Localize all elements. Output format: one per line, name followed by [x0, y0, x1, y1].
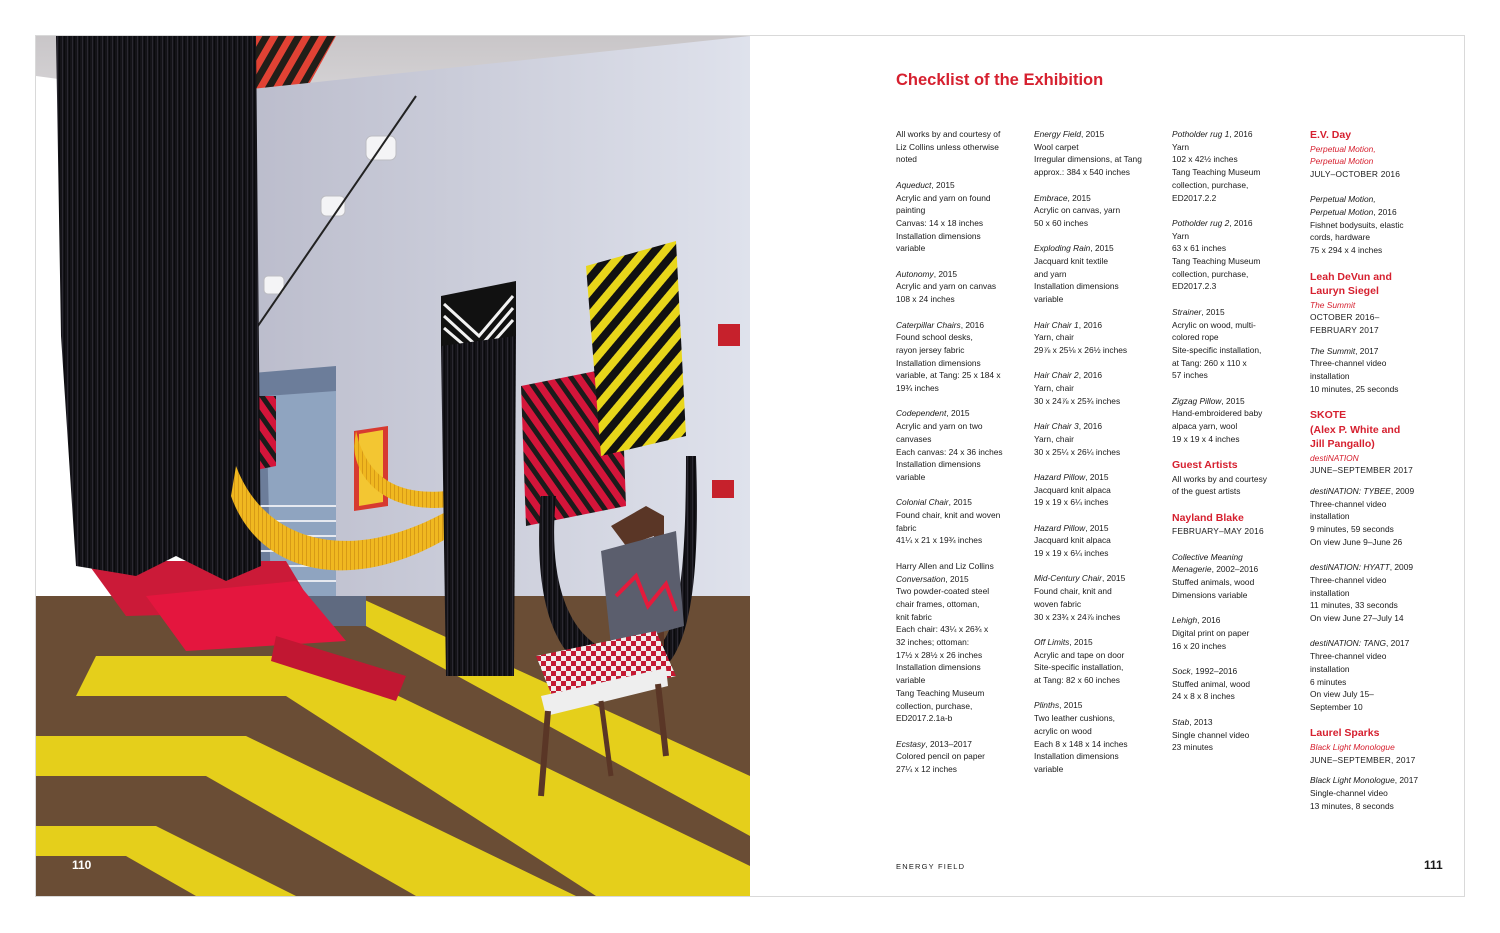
- entry-line: Installation dimensions: [1034, 281, 1119, 292]
- work-title: Collective Meaning: [1172, 551, 1243, 562]
- work-title: Off Limits: [1034, 636, 1070, 647]
- entry-line: September 10: [1310, 701, 1363, 712]
- work-title: Strainer: [1172, 306, 1202, 317]
- checklist-entry: [1310, 774, 1438, 812]
- work-title-line: [1172, 306, 1300, 319]
- work-year: , 2016: [1078, 370, 1102, 381]
- entry-line: 108 x 24 inches: [896, 294, 955, 305]
- work-title: Energy Field: [1034, 129, 1082, 139]
- show-dates: FEBRUARY 2017: [1310, 324, 1379, 335]
- work-title-line: [1034, 572, 1162, 585]
- entry-line: Three-channel video: [1310, 498, 1387, 509]
- entry-line: variable: [1034, 294, 1064, 305]
- work-title: Menagerie: [1172, 564, 1212, 575]
- entry-line: 19 x 19 x 4 inches: [1172, 433, 1240, 444]
- entry-line: Acrylic on canvas, yarn: [1034, 205, 1121, 216]
- work-year: , 2015: [1085, 471, 1109, 482]
- entry-line: 75 x 294 x 4 inches: [1310, 245, 1383, 256]
- work-title-line: [1310, 193, 1438, 206]
- entry-line: of the guest artists: [1172, 486, 1241, 497]
- entry-line: variable: [896, 675, 926, 686]
- entry-line: Digital print on paper: [1172, 627, 1250, 638]
- work-title: Embrace: [1034, 192, 1068, 203]
- entry-line: Jacquard knit textile: [1034, 256, 1109, 266]
- work-title-line: [1034, 192, 1162, 205]
- entry-line: On view June 27–July 14: [1310, 613, 1404, 624]
- work-title: Caterpillar Chairs: [896, 319, 961, 330]
- right-page-number: 111: [1424, 858, 1443, 872]
- entry-line: 30 x 25¼ x 26¼ inches: [1034, 446, 1121, 457]
- entry-line: Yarn, chair: [1034, 383, 1074, 393]
- entry-line: 16 x 20 inches: [1172, 640, 1227, 651]
- work-title-line: [1310, 206, 1438, 219]
- work-title: The Summit: [1310, 345, 1356, 356]
- work-title: Plinths: [1034, 700, 1060, 711]
- entry-line: variable: [896, 243, 926, 254]
- entry-line: 6 minutes: [1310, 676, 1347, 687]
- work-year: , 2015: [931, 179, 955, 190]
- work-title: Conversation: [896, 573, 946, 584]
- checklist-entry: [1034, 242, 1162, 306]
- work-title-line: [896, 319, 1024, 332]
- checklist-entry: [1034, 636, 1162, 687]
- entry-line: Found school desks,: [896, 332, 973, 343]
- work-title-line: [1172, 128, 1300, 141]
- work-title-line: [896, 179, 1024, 192]
- entry-line: Hand-embroidered baby: [1172, 408, 1263, 419]
- entry-line: Acrylic and yarn on found: [896, 192, 991, 203]
- entry-line: 9 minutes, 59 seconds: [1310, 524, 1394, 535]
- checklist-entry: [1034, 699, 1162, 775]
- work-title-line: [1034, 319, 1162, 332]
- work-year: , 2002–2016: [1211, 564, 1259, 575]
- checklist-entry: [1172, 665, 1300, 703]
- work-year: , 2016: [1078, 319, 1102, 330]
- entry-line: Yarn: [1172, 141, 1190, 152]
- checklist-entry: [1310, 561, 1438, 625]
- entry-line: knit fabric: [896, 611, 932, 622]
- entry-line: On view June 9–June 26: [1310, 536, 1403, 547]
- entry-line: variable: [1034, 764, 1064, 774]
- work-title: destiNATION: TYBEE: [1310, 486, 1391, 497]
- work-title: Autonomy: [896, 268, 934, 279]
- checklist-entry: [1034, 369, 1162, 407]
- entry-line: 13 minutes, 8 seconds: [1310, 800, 1394, 811]
- work-year: , 2015: [1101, 573, 1126, 584]
- checklist-entry: [896, 268, 1024, 306]
- work-title-line: [1034, 128, 1162, 141]
- entry-line: Installation dimensions: [896, 662, 981, 673]
- checklist-entry: [1172, 614, 1300, 652]
- entry-line: approx.: 384 x 540 inches: [1034, 167, 1130, 178]
- work-year: , 2016: [1229, 217, 1253, 228]
- work-title-line: [1172, 551, 1300, 564]
- work-year: , 2016: [1373, 207, 1397, 217]
- artist-name: Jill Pangallo): [1310, 438, 1375, 451]
- checklist-entry: [1172, 306, 1300, 382]
- entry-line: chair frames, ottoman,: [896, 598, 980, 609]
- checklist-entry: [1034, 471, 1162, 509]
- entry-line: ED2017.2.2: [1172, 192, 1217, 203]
- work-title-line: [1172, 395, 1300, 408]
- page-title: Checklist of the Exhibition: [896, 71, 1104, 89]
- entry-line: ED2017.2.3: [1172, 281, 1217, 292]
- entry-line: Each 8 x 148 x 14 inches: [1034, 738, 1128, 749]
- entry-line: variable, at Tang: 25 x 184 x: [896, 370, 1001, 381]
- work-year: , 2015: [1069, 636, 1093, 647]
- entry-line: 32 inches; ottoman:: [896, 637, 970, 648]
- entry-line: cords, hardware: [1310, 232, 1371, 243]
- work-year: , 2015: [1059, 700, 1083, 711]
- work-title: Potholder rug 1: [1172, 129, 1230, 139]
- entry-line: noted: [896, 154, 917, 165]
- checklist-entry: [896, 319, 1024, 395]
- entry-line: Fishnet bodysuits, elastic: [1310, 219, 1404, 230]
- entry-line: colored rope: [1172, 332, 1219, 343]
- artist-name: (Alex P. White and: [1310, 423, 1401, 436]
- work-title-line: [1034, 522, 1162, 535]
- work-title: Codependent: [896, 408, 947, 419]
- checklist-entry: [896, 560, 1024, 725]
- entry-line: Yarn, chair: [1034, 433, 1074, 444]
- work-title-line: [1172, 614, 1300, 627]
- work-year: , 2015: [1221, 395, 1245, 406]
- entry-line: Acrylic on wood, multi-: [1172, 319, 1256, 330]
- work-title: Perpetual Motion: [1310, 207, 1374, 217]
- work-title-line: [1034, 471, 1162, 484]
- work-title: Hair Chair 2: [1034, 370, 1079, 381]
- checklist-entry: [896, 128, 1024, 166]
- entry-artists: Harry Allen and Liz Collins: [896, 560, 994, 571]
- checklist-column-2: [1034, 128, 1162, 788]
- checklist-entry: [896, 179, 1024, 255]
- show-title: destiNATION: [1310, 452, 1359, 463]
- artist-section-skote: [1310, 408, 1438, 477]
- entry-line: Tang Teaching Museum: [896, 687, 985, 698]
- entry-line: collection, purchase,: [1172, 268, 1249, 279]
- artist-name: E.V. Day: [1310, 129, 1352, 141]
- work-year: , 2016: [1078, 421, 1102, 432]
- entry-line: Each chair: 43¼ x 26¾ x: [896, 624, 989, 635]
- checklist-column-3: [1172, 128, 1300, 767]
- show-title: Black Light Monologue: [1310, 741, 1395, 752]
- work-title-line: [896, 407, 1024, 420]
- entry-line: variable: [896, 471, 926, 482]
- work-title-line: [1034, 369, 1162, 382]
- work-title: Mid-Century Chair: [1034, 573, 1102, 584]
- entry-line: 11 minutes, 33 seconds: [1310, 600, 1398, 611]
- entry-line: and yarn: [1034, 268, 1067, 279]
- checklist-entry: [1172, 551, 1300, 602]
- artist-section-laurel-sparks: [1310, 726, 1438, 766]
- entry-line: 57 inches: [1172, 370, 1208, 381]
- entry-line: Three-channel video: [1310, 574, 1387, 585]
- entry-line: at Tang: 260 x 110 x: [1172, 357, 1247, 368]
- work-year: , 2015: [945, 573, 969, 584]
- checklist-entry: [1310, 193, 1438, 257]
- checklist-entry: [1034, 522, 1162, 560]
- entry-line: Stuffed animals, wood: [1172, 577, 1255, 588]
- entry-line: Single-channel video: [1310, 787, 1388, 798]
- entry-line: Dimensions variable: [1172, 589, 1248, 600]
- show-dates: JUNE–SEPTEMBER, 2017: [1310, 754, 1416, 765]
- show-title: The Summit: [1310, 299, 1356, 310]
- entry-line: Three-channel video: [1310, 358, 1387, 369]
- entry-line: installation: [1310, 663, 1350, 674]
- left-page: [36, 36, 750, 896]
- work-year: , 1992–2016: [1190, 666, 1238, 676]
- work-title-line: [1310, 485, 1438, 498]
- work-year: , 2015: [1201, 306, 1225, 317]
- entry-line: rayon jersey fabric: [896, 344, 965, 355]
- entry-line: 19 x 19 x 6¼ inches: [1034, 497, 1109, 508]
- artist-name: Lauryn Siegel: [1310, 285, 1379, 297]
- entry-line: 19¾ inches: [896, 383, 939, 394]
- entry-line: Single channel video: [1172, 729, 1250, 740]
- entry-line: Canvas: 14 x 18 inches: [896, 217, 984, 228]
- artist-section-leah-devun: [1310, 270, 1438, 337]
- running-head: ENERGY FIELD: [896, 862, 966, 871]
- show-dates: FEBRUARY–MAY 2016: [1172, 526, 1264, 537]
- work-year: , 2013: [1189, 716, 1213, 727]
- work-title-line: [1172, 217, 1300, 230]
- work-title-line: [1310, 637, 1438, 650]
- entry-line: Liz Collins unless otherwise: [896, 141, 999, 152]
- artist-name: Nayland Blake: [1172, 511, 1244, 524]
- entry-line: 27¼ x 12 inches: [896, 764, 957, 775]
- entry-line: Each canvas: 24 x 36 inches: [896, 446, 1003, 457]
- entry-line: Acrylic and yarn on canvas: [896, 281, 997, 292]
- checklist-entry: [1172, 217, 1300, 293]
- entry-line: 63 x 61 inches: [1172, 243, 1227, 254]
- work-title: Colonial Chair: [896, 497, 949, 508]
- checklist-column-4: [1310, 128, 1438, 825]
- entry-line: 23 minutes: [1172, 742, 1213, 753]
- artist-name: Laurel Sparks: [1310, 727, 1380, 740]
- work-title-line: [1034, 420, 1162, 433]
- work-title: Hazard Pillow: [1034, 522, 1086, 533]
- entry-line: 30 x 24⅞ x 25¾ inches: [1034, 395, 1121, 406]
- entry-line: Found chair, knit and woven: [896, 510, 1001, 521]
- entry-line: 29⅞ x 25⅛ x 26½ inches: [1034, 344, 1128, 355]
- work-year: , 2013–2017: [925, 738, 972, 749]
- entry-line: Found chair, knit and: [1034, 586, 1112, 597]
- checklist-entry: [1034, 319, 1162, 357]
- show-dates: OCTOBER 2016–: [1310, 312, 1380, 323]
- artist-section-ev-day: [1310, 128, 1438, 181]
- entry-line: Jacquard knit alpaca: [1034, 484, 1111, 495]
- show-dates: JUNE–SEPTEMBER 2017: [1310, 465, 1413, 476]
- work-title: Lehigh: [1172, 615, 1198, 626]
- work-year: , 2015: [1090, 243, 1114, 254]
- entry-line: 50 x 60 inches: [1034, 217, 1089, 228]
- entry-line: 30 x 23¾ x 24⅞ inches: [1034, 611, 1121, 622]
- entry-line: Acrylic and yarn on two: [896, 421, 983, 432]
- work-year: , 2015: [1067, 192, 1091, 203]
- work-title: Ecstasy: [896, 738, 926, 749]
- work-title-line: [1034, 699, 1162, 712]
- work-year: , 2016: [960, 319, 984, 330]
- entry-line: 41¼ x 21 x 19¾ inches: [896, 535, 983, 546]
- work-year: , 2016: [1197, 615, 1221, 626]
- entry-line: collection, purchase,: [896, 700, 973, 711]
- entry-line: woven fabric: [1034, 598, 1082, 609]
- entry-line: ED2017.2.1a-b: [896, 713, 953, 724]
- installation-photo: [36, 36, 750, 896]
- entry-line: Acrylic and tape on door: [1034, 649, 1125, 660]
- show-title: Perpetual Motion: [1310, 156, 1374, 167]
- entry-line: at Tang: 82 x 60 inches: [1034, 675, 1120, 686]
- entry-line: Tang Teaching Museum: [1172, 167, 1261, 178]
- work-title-line: [1034, 636, 1162, 649]
- work-title: destiNATION: TANG: [1310, 638, 1387, 649]
- book-spread: [36, 36, 1464, 896]
- work-title-line: [896, 268, 1024, 281]
- entry-line: Two leather cushions,: [1034, 713, 1116, 724]
- work-year: , 2015: [1085, 522, 1109, 533]
- work-title: Zigzag Pillow: [1172, 395, 1222, 406]
- show-title: Perpetual Motion,: [1310, 143, 1376, 154]
- work-year: , 2009: [1390, 486, 1415, 497]
- entry-line: Site-specific installation,: [1172, 344, 1262, 355]
- entry-line: All works by and courtesy: [1172, 473, 1267, 484]
- entry-line: fabric: [896, 522, 917, 533]
- entry-line: Yarn, chair: [1034, 332, 1074, 343]
- entry-line: Irregular dimensions, at Tang: [1034, 154, 1142, 165]
- checklist-entry: [896, 407, 1024, 483]
- entry-line: installation: [1310, 587, 1350, 598]
- section-heading: Guest Artists: [1172, 459, 1238, 472]
- entry-line: Tang Teaching Museum: [1172, 256, 1261, 267]
- work-year: , 2016: [1229, 129, 1253, 139]
- checklist-entry: [1172, 395, 1300, 446]
- work-title: destiNATION: HYATT: [1310, 562, 1390, 573]
- work-title-line: [1310, 561, 1438, 574]
- work-year: , 2015: [948, 497, 972, 508]
- entry-line: All works by and courtesy of: [896, 129, 1001, 139]
- work-title-line: [1310, 345, 1438, 358]
- work-title: Stab: [1172, 716, 1190, 727]
- work-title-line: [1172, 563, 1300, 576]
- work-title-line: [1172, 716, 1300, 729]
- entry-line: Yarn: [1172, 230, 1190, 241]
- entry-line: Three-channel video: [1310, 651, 1387, 662]
- checklist-entry: [1034, 128, 1162, 179]
- checklist-entry: [1310, 485, 1438, 549]
- work-title: Perpetual Motion,: [1310, 194, 1376, 205]
- work-title: Potholder rug 2: [1172, 217, 1230, 228]
- work-year: , 2015: [1081, 129, 1105, 139]
- show-dates: JULY–OCTOBER 2016: [1310, 168, 1401, 179]
- work-title: Exploding Rain: [1034, 243, 1091, 254]
- artist-section-nayland-blake: [1172, 511, 1300, 754]
- entry-line: installation: [1310, 511, 1350, 522]
- work-title: Sock: [1172, 666, 1191, 676]
- entry-line: 10 minutes, 25 seconds: [1310, 383, 1399, 394]
- artist-name: SKOTE: [1310, 409, 1347, 422]
- checklist-entry: [1172, 716, 1300, 754]
- work-title: Black Light Monologue: [1310, 775, 1395, 786]
- entry-line: Jacquard knit alpaca: [1034, 535, 1111, 546]
- work-title: Hazard Pillow: [1034, 471, 1086, 482]
- work-title-line: [1310, 774, 1438, 787]
- work-year: , 2009: [1389, 562, 1414, 573]
- entry-line: 17½ x 28½ x 26 inches: [896, 649, 983, 660]
- checklist-entry: [1310, 637, 1438, 713]
- artist-name: Leah DeVun and: [1310, 270, 1392, 283]
- work-title-line: [1034, 242, 1162, 255]
- entry-line: 102 x 42½ inches: [1172, 154, 1238, 165]
- checklist-entry: [1034, 192, 1162, 230]
- work-title-line: [1172, 665, 1300, 678]
- entry-line: Installation dimensions: [896, 357, 981, 368]
- checklist-column-1: [896, 128, 1024, 788]
- work-title: Aqueduct: [896, 179, 932, 190]
- right-page: [750, 36, 1464, 896]
- entry-line: alpaca yarn, wool: [1172, 421, 1238, 432]
- entry-line: acrylic on wood: [1034, 725, 1092, 736]
- checklist-entry: [896, 496, 1024, 547]
- entry-line: Site-specific installation,: [1034, 662, 1124, 673]
- guest-artists-section: [1172, 458, 1300, 498]
- entry-line: 19 x 19 x 6¼ inches: [1034, 548, 1109, 559]
- entry-line: collection, purchase,: [1172, 179, 1249, 190]
- entry-line: Installation dimensions: [896, 459, 981, 470]
- entry-line: painting: [896, 205, 926, 216]
- entry-line: Installation dimensions: [1034, 751, 1119, 762]
- checklist-entry: [1034, 420, 1162, 458]
- work-title-line: [896, 496, 1024, 509]
- work-title-line: [896, 573, 1024, 586]
- work-year: , 2017: [1386, 638, 1410, 649]
- left-page-number: 110: [72, 858, 92, 872]
- entry-line: 24 x 8 x 8 inches: [1172, 691, 1235, 702]
- entry-line: installation: [1310, 371, 1350, 382]
- work-title: Hair Chair 1: [1034, 319, 1079, 330]
- entry-line: Installation dimensions: [896, 230, 981, 241]
- entry-line: Colored pencil on paper: [896, 751, 985, 762]
- work-title-line: [896, 738, 1024, 751]
- entry-line: Wool carpet: [1034, 141, 1079, 152]
- entry-line: On view July 15–: [1310, 689, 1374, 700]
- work-year: , 2017: [1355, 345, 1379, 356]
- checklist-entry: [896, 738, 1024, 776]
- entry-line: Stuffed animal, wood: [1172, 678, 1251, 689]
- work-year: , 2017: [1394, 775, 1419, 786]
- entry-line: Two powder-coated steel: [896, 586, 990, 597]
- work-year: , 2015: [933, 268, 958, 279]
- entry-line: canvases: [896, 433, 932, 444]
- checklist-entry: [1172, 128, 1300, 204]
- work-year: , 2015: [946, 408, 970, 419]
- checklist-entry: [1034, 572, 1162, 623]
- checklist-entry: [1310, 345, 1438, 396]
- work-title: Hair Chair 3: [1034, 421, 1079, 432]
